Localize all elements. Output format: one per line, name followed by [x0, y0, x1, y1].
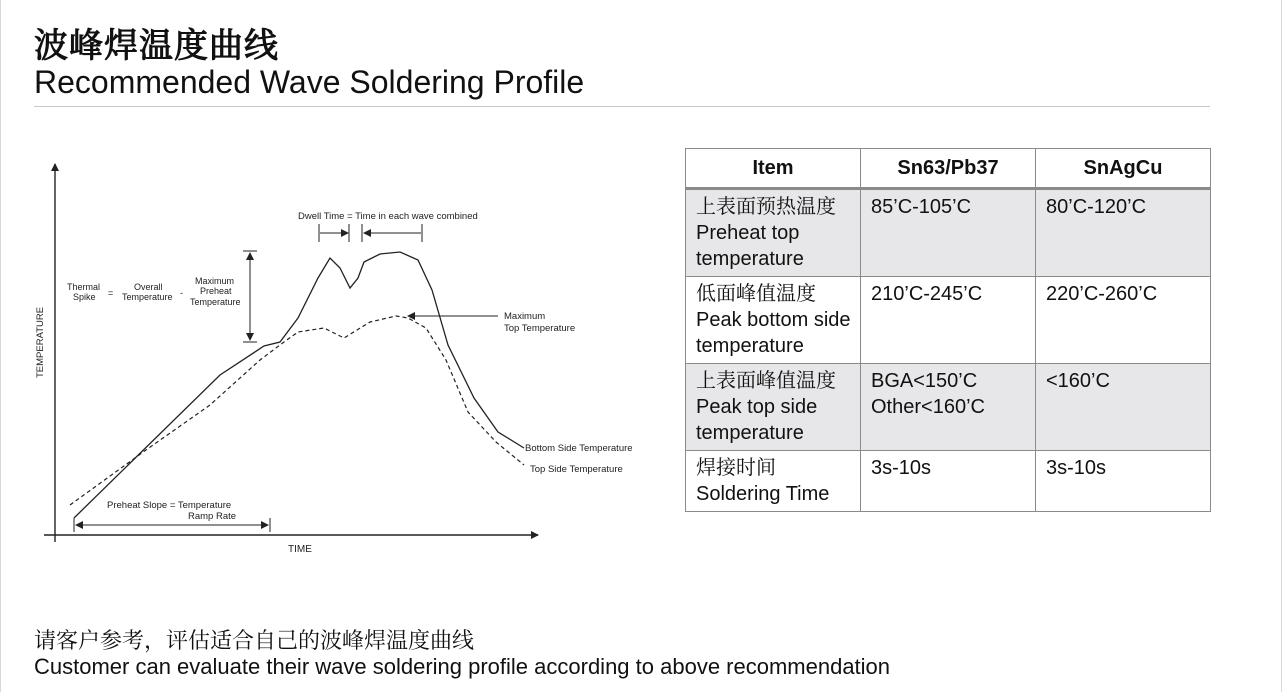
item-cn: 上表面预热温度: [696, 196, 836, 218]
top-side-label: Top Side Temperature: [530, 464, 623, 475]
snagcu-value: <160’C: [1046, 370, 1110, 392]
item-en: Peak top side: [696, 396, 818, 418]
item-cell: [686, 189, 861, 277]
table-row: [686, 451, 1211, 512]
max-preheat-text-1: Maximum: [195, 276, 235, 286]
item-en: temperature: [696, 335, 804, 357]
header-item: Item: [686, 149, 861, 189]
item-cell: [686, 364, 861, 451]
item-cell: [686, 277, 861, 364]
sn63-value: 85’C-105’C: [871, 196, 972, 218]
snagcu-cell: [1036, 189, 1211, 277]
item-en: Preheat top: [696, 222, 800, 244]
sn63-value: Other<160’C: [871, 396, 985, 418]
snagcu-cell: [1036, 451, 1211, 512]
item-en: Peak bottom side: [696, 309, 851, 331]
spike-text-2: Spike: [73, 292, 96, 302]
item-cell: [686, 451, 861, 512]
sn63-cell: [861, 364, 1036, 451]
footer-note-cn: 请客户参考，评估适合自己的波峰焊温度曲线: [34, 629, 475, 654]
item-en: temperature: [696, 422, 804, 444]
preheat-slope-label-2: Ramp Rate: [188, 511, 237, 522]
table-row: [686, 189, 1211, 277]
max-preheat-text-2: Preheat: [200, 286, 232, 296]
snagcu-cell: [1036, 364, 1211, 451]
table-header-row: [686, 149, 1211, 189]
sn63-value: 3s-10s: [871, 457, 932, 479]
bottom-side-label: Bottom Side Temperature: [525, 443, 633, 454]
x-axis-label: TIME: [288, 544, 312, 555]
top-side-temperature-curve: [70, 316, 524, 505]
sn63-cell: [861, 277, 1036, 364]
dwell-time-label: Dwell Time = Time in each wave combined: [298, 211, 478, 222]
max-top-label-1: Maximum: [504, 311, 546, 322]
item-en: temperature: [696, 248, 804, 270]
max-preheat-text-3: Temperature: [190, 297, 241, 307]
spike-equals: =: [108, 288, 114, 298]
page-title-en: Recommended Wave Soldering Profile: [34, 64, 585, 100]
overall-text-1: Overall: [134, 282, 163, 292]
snagcu-cell: [1036, 277, 1211, 364]
header-sn63pb37: Sn63/Pb37: [861, 149, 1036, 189]
soldering-spec-table: [685, 148, 1211, 512]
spike-minus: -: [180, 288, 183, 298]
sn63-cell: [861, 189, 1036, 277]
snagcu-value: 80’C-120’C: [1046, 196, 1147, 218]
sn63-cell: [861, 451, 1036, 512]
sn63-value: 210’C-245’C: [871, 283, 983, 305]
table-row: [686, 364, 1211, 451]
footer-note-en: Customer can evaluate their wave soldering profile according to above recommendation: [34, 654, 891, 679]
max-top-label-2: Top Temperature: [504, 323, 576, 334]
item-cn: 上表面峰值温度: [696, 370, 836, 392]
item-cn: 低面峰值温度: [696, 283, 816, 305]
preheat-slope-label-1: Preheat Slope = Temperature: [107, 500, 232, 511]
wave-soldering-profile-diagram: [28, 150, 668, 570]
table-row: [686, 277, 1211, 364]
page-title-cn: 波峰焊温度曲线: [34, 26, 279, 66]
snagcu-value: 220’C-260’C: [1046, 283, 1158, 305]
sn63-value: BGA<150’C: [871, 370, 978, 392]
item-en: Soldering Time: [696, 483, 830, 505]
thermal-spike-formula: [67, 276, 241, 307]
item-cn: 焊接时间: [696, 457, 776, 479]
title-divider: [34, 106, 1210, 107]
header-snagcu: SnAgCu: [1036, 149, 1211, 189]
snagcu-value: 3s-10s: [1046, 457, 1107, 479]
spike-text-1: Thermal: [67, 282, 101, 292]
y-axis-label: TEMPERATURE: [35, 306, 46, 378]
overall-text-2: Temperature: [122, 292, 173, 302]
